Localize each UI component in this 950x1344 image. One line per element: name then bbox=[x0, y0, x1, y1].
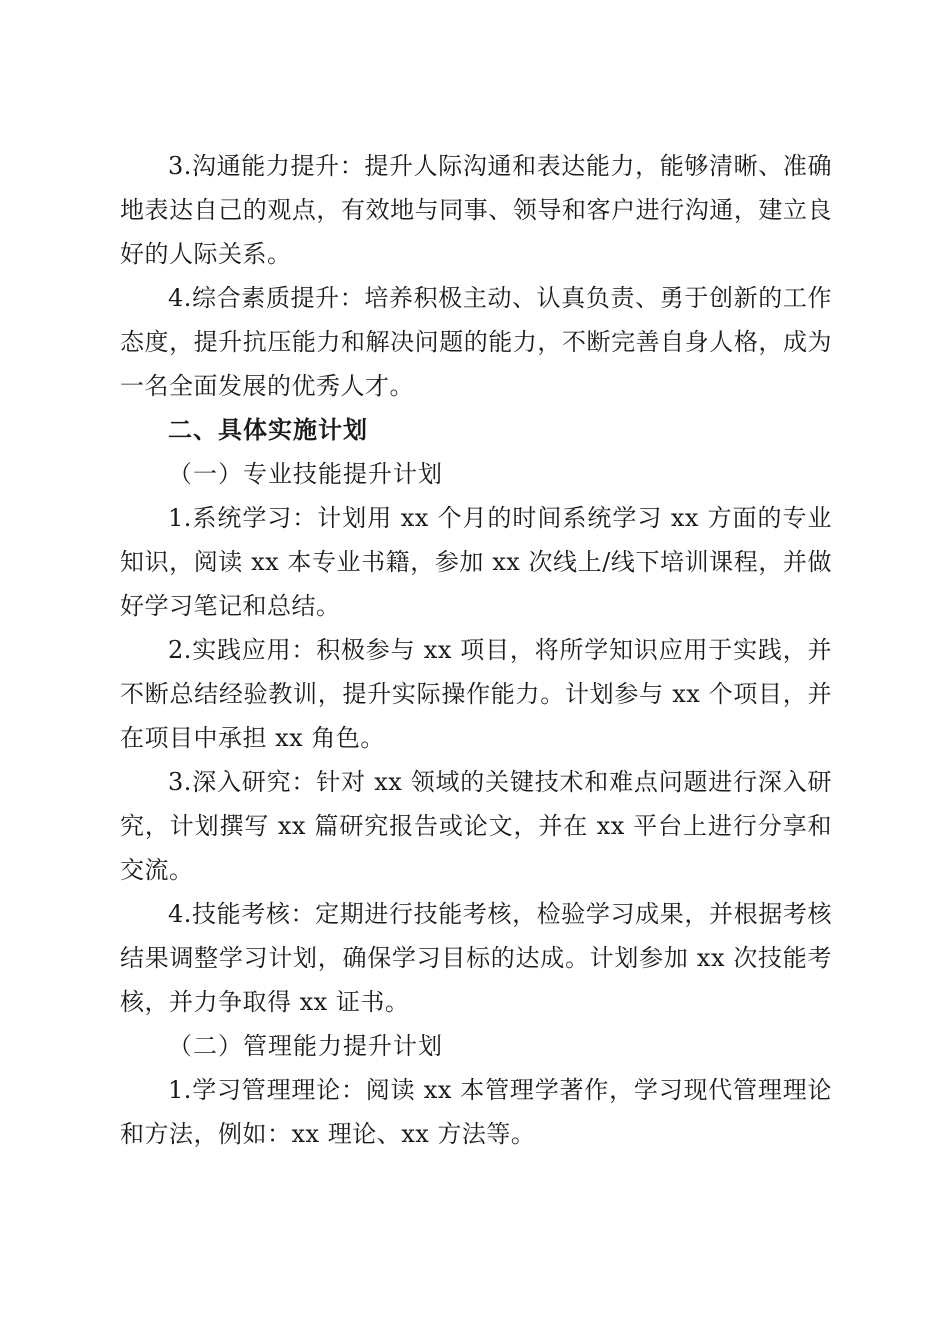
paragraph-overall-quality: 4.综合素质提升：培养积极主动、认真负责、勇于创新的工作态度，提升抗压能力和解决问题的能力，不断完善自身人格，成为一名全面发展的优秀人才。 bbox=[120, 284, 832, 400]
paragraph-skill-assessment: 4.技能考核：定期进行技能考核，检验学习成果，并根据考核结果调整学习计划，确保学习目标的达成。计划参加 xx 次技能考核，并力争取得 xx 证书。 bbox=[120, 900, 832, 1016]
document-page bbox=[120, 144, 832, 1156]
paragraph-in-depth-research: 3.深入研究：针对 xx 领域的关键技术和难点问题进行深入研究，计划撰写 xx 篇研究报告或论文，并在 xx 平台上进行分享和交流。 bbox=[120, 768, 832, 884]
subsection-heading-management-skills: （二）管理能力提升计划 bbox=[168, 1032, 443, 1060]
paragraph-systematic-learning: 1.系统学习：计划用 xx 个月的时间系统学习 xx 方面的专业知识，阅读 xx 本专业书籍，参加 xx 次线上/线下培训课程，并做好学习笔记和总结。 bbox=[120, 504, 832, 620]
section-heading-implementation-plan: 二、具体实施计划 bbox=[168, 416, 368, 444]
paragraph-communication-skills: 3.沟通能力提升：提升人际沟通和表达能力，能够清晰、准确地表达自己的观点，有效地与同事、领导和客户进行沟通，建立良好的人际关系。 bbox=[120, 152, 832, 268]
paragraph-management-theory: 1.学习管理理论：阅读 xx 本管理学著作，学习现代管理理论和方法，例如：xx 理论、xx 方法等。 bbox=[120, 1076, 832, 1148]
subsection-heading-professional-skills: （一）专业技能提升计划 bbox=[168, 460, 443, 488]
paragraph-practical-application: 2.实践应用：积极参与 xx 项目，将所学知识应用于实践，并不断总结经验教训，提升实际操作能力。计划参与 xx 个项目，并在项目中承担 xx 角色。 bbox=[120, 636, 832, 752]
